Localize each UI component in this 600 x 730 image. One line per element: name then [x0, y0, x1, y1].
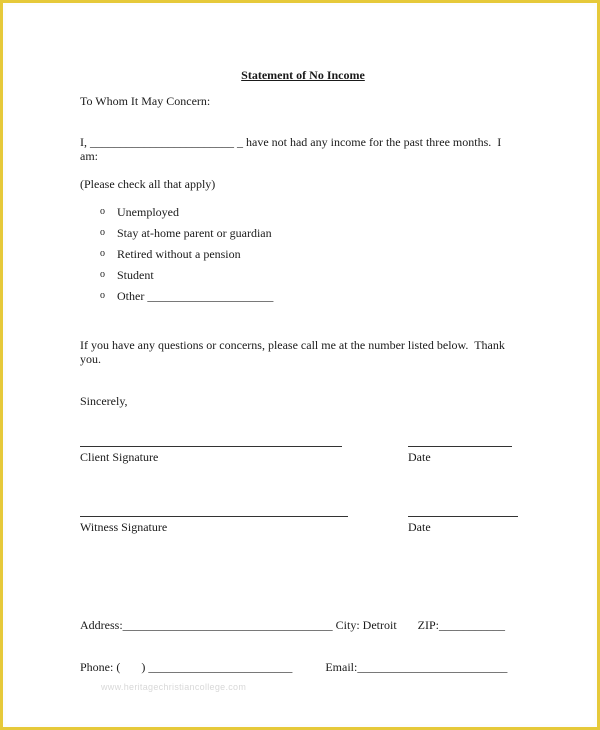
check-instruction: (Please check all that apply): [80, 177, 216, 191]
address-line: Address:___________________________________ City: Detroit ZIP:___________: [80, 618, 505, 632]
client-signature-line: [80, 446, 342, 447]
option-student: Student: [117, 268, 154, 282]
option-bullet: o: [100, 227, 105, 238]
option-bullet: o: [100, 290, 105, 301]
questions-line-2: you.: [80, 352, 101, 366]
option-bullet: o: [100, 269, 105, 280]
questions-line-1: If you have any questions or concerns, please call me at the number listed below. Thank: [80, 338, 505, 352]
option-stay-at-home: Stay at-home parent or guardian: [117, 226, 272, 240]
option-unemployed: Unemployed: [117, 205, 179, 219]
client-date-label: Date: [408, 450, 431, 464]
option-other: Other _____________________: [117, 289, 274, 303]
option-retired: Retired without a pension: [117, 247, 241, 261]
option-bullet: o: [100, 206, 105, 217]
watermark: www.heritagechristiancollege.com: [101, 682, 247, 692]
witness-date-line: [408, 516, 518, 517]
salutation: To Whom It May Concern:: [80, 94, 211, 108]
client-date-line: [408, 446, 512, 447]
witness-signature-label: Witness Signature: [80, 520, 168, 534]
witness-signature-line: [80, 516, 348, 517]
witness-date-label: Date: [408, 520, 431, 534]
document-page: [6, 6, 594, 724]
statement-line-2: am:: [80, 149, 98, 163]
client-signature-label: Client Signature: [80, 450, 159, 464]
closing: Sincerely,: [80, 394, 128, 408]
statement-line-1: I, ________________________ _ have not had any income for the past three months. I: [80, 135, 502, 149]
option-bullet: o: [100, 248, 105, 259]
phone-email-line: Phone: ( ) ________________________ Email:_________________________: [80, 660, 508, 674]
document-title: Statement of No Income: [241, 68, 365, 82]
